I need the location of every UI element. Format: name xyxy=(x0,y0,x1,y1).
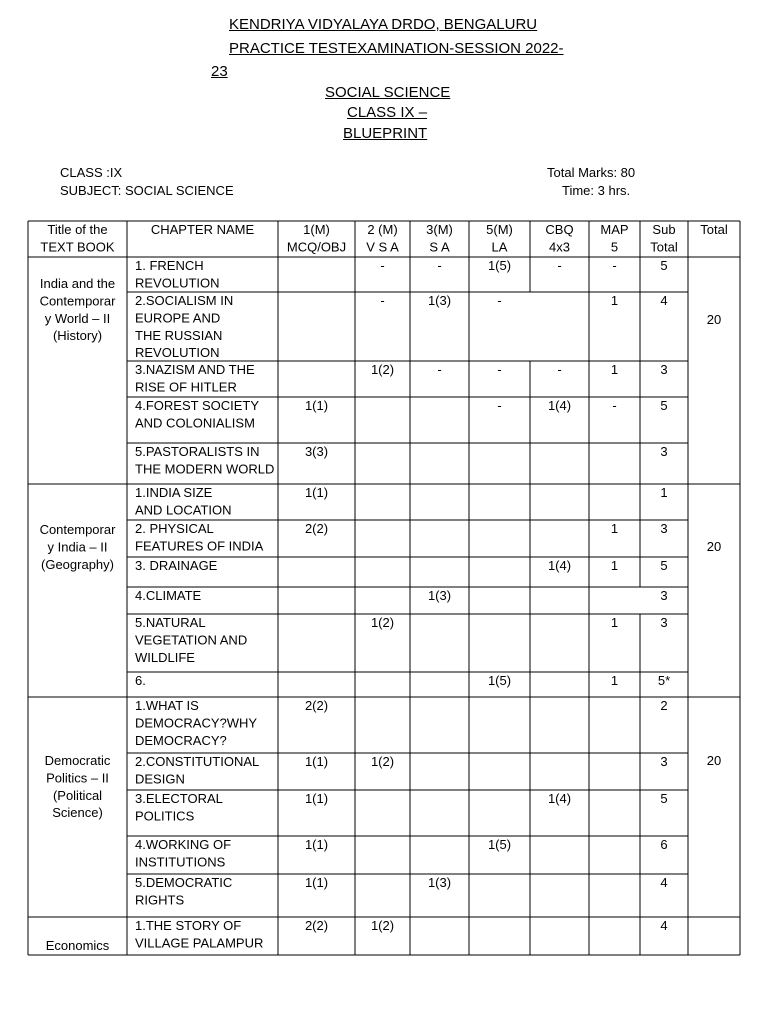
exam-title-line2: 23 xyxy=(211,63,228,80)
marks-cell: 3 xyxy=(660,444,668,459)
header-cell: MCQ/OBJ xyxy=(286,239,347,255)
chapter-name: 3.NAZISM AND THE xyxy=(135,362,255,377)
header-cell: Total xyxy=(650,239,678,255)
chapter-name: THE MODERN WORLD xyxy=(135,461,275,477)
marks-cell: 5 xyxy=(660,558,668,573)
marks-cell: 5* xyxy=(657,673,671,688)
marks-cell: 3 xyxy=(660,754,668,769)
chapter-name: 5.DEMOCRATIC xyxy=(135,875,233,890)
group-total: 20 xyxy=(706,753,722,768)
chapter-name: 1.WHAT IS xyxy=(135,698,199,713)
chapter-name: 2. PHYSICAL xyxy=(135,521,214,536)
header-cell: CHAPTER NAME xyxy=(150,222,255,237)
header-cell: V S A xyxy=(366,239,399,255)
marks-cell: 1(2) xyxy=(370,362,395,377)
marks-cell: - xyxy=(497,362,502,377)
chapter-name: 1. FRENCH xyxy=(135,258,204,273)
chapter-name: REVOLUTION xyxy=(135,275,220,291)
marks-cell: 1(1) xyxy=(304,398,329,413)
class-info: CLASS :IX xyxy=(60,165,123,180)
subject-info: SUBJECT: SOCIAL SCIENCE xyxy=(60,183,234,198)
chapter-name: 1.THE STORY OF xyxy=(135,918,242,933)
textbook-title: Contemporar xyxy=(39,293,116,309)
group-total: 20 xyxy=(706,539,722,554)
total-marks: Total Marks: 80 xyxy=(547,165,636,180)
textbook-title: y World – II xyxy=(44,310,111,326)
chapter-name: THE RUSSIAN xyxy=(135,327,223,343)
textbook-title: Contemporar xyxy=(39,522,116,537)
header-cell: MAP xyxy=(600,222,629,237)
marks-cell: 5 xyxy=(660,258,668,273)
textbook-title: Science) xyxy=(52,805,103,821)
marks-cell: 5 xyxy=(660,791,668,806)
exam-title-line1: PRACTICE TESTEXAMINATION-SESSION 2022- xyxy=(229,40,564,57)
marks-cell: 1(1) xyxy=(304,485,329,500)
header-cell: Title of the xyxy=(47,222,108,237)
textbook-title: y India – II xyxy=(47,539,108,555)
textbook-title: (History) xyxy=(52,328,103,344)
marks-cell: 1 xyxy=(610,615,619,630)
chapter-name: RIGHTS xyxy=(135,892,185,908)
marks-cell: - xyxy=(380,293,385,308)
chapter-name: 6. xyxy=(135,673,146,688)
chapter-name: 1.INDIA SIZE xyxy=(135,485,213,500)
marks-cell: 1(4) xyxy=(547,398,572,413)
chapter-name: AND LOCATION xyxy=(135,502,232,518)
marks-cell: 1(1) xyxy=(304,791,329,806)
header-cell: 5(M) xyxy=(486,222,513,237)
marks-cell: 2(2) xyxy=(304,698,329,713)
chapter-name: VEGETATION AND xyxy=(135,632,248,648)
marks-cell: 3(3) xyxy=(304,444,329,459)
marks-cell: 3 xyxy=(660,615,668,630)
marks-cell: 1(4) xyxy=(547,558,572,573)
chapter-name: 4.WORKING OF xyxy=(135,837,232,852)
chapter-name: DEMOCRACY? xyxy=(135,732,227,748)
marks-cell: - xyxy=(497,293,502,308)
header-cell: 5 xyxy=(610,239,619,255)
marks-cell: - xyxy=(557,258,562,273)
chapter-name: DESIGN xyxy=(135,771,185,787)
chapter-name: 4.FOREST SOCIETY xyxy=(135,398,260,413)
header-cell: 4x3 xyxy=(549,239,570,255)
chapter-name: 5.PASTORALISTS IN xyxy=(135,444,260,459)
textbook-title: (Political xyxy=(52,787,103,803)
chapter-name: 5.NATURAL xyxy=(135,615,206,630)
marks-cell: 1 xyxy=(610,293,619,308)
header-cell: TEXT BOOK xyxy=(40,239,115,255)
textbook-title: India and the xyxy=(39,276,116,291)
header-cell: 2 (M) xyxy=(367,222,398,237)
marks-cell: 1(3) xyxy=(427,875,452,890)
textbook-title: Politics – II xyxy=(46,770,109,786)
marks-cell: 4 xyxy=(660,875,668,890)
marks-cell: 6 xyxy=(660,837,668,852)
chapter-name: AND COLONIALISM xyxy=(135,415,255,431)
textbook-title: Democratic xyxy=(44,753,111,768)
chapter-name: POLITICS xyxy=(135,808,195,824)
marks-cell: 1 xyxy=(660,485,668,500)
marks-cell: 1 xyxy=(610,558,619,573)
marks-cell: 5 xyxy=(660,398,668,413)
chapter-name: EUROPE AND xyxy=(135,310,221,326)
marks-cell: 1(2) xyxy=(370,918,395,933)
header-cell: 1(M) xyxy=(303,222,330,237)
marks-cell: 2(2) xyxy=(304,918,329,933)
marks-cell: 1(4) xyxy=(547,791,572,806)
marks-cell: - xyxy=(437,258,442,273)
marks-cell: 3 xyxy=(660,521,668,536)
time-allowed: Time: 3 hrs. xyxy=(562,183,631,198)
marks-cell: 1 xyxy=(610,362,619,377)
marks-cell: 1(5) xyxy=(487,258,512,273)
marks-cell: 4 xyxy=(660,293,668,308)
marks-cell: - xyxy=(612,398,617,413)
marks-cell: - xyxy=(380,258,385,273)
marks-cell: 3 xyxy=(660,362,668,377)
group-total: 20 xyxy=(706,312,722,327)
header-cell: LA xyxy=(491,239,508,255)
school-name: KENDRIYA VIDYALAYA DRDO, BENGALURU xyxy=(229,16,538,33)
marks-cell: 1(2) xyxy=(370,754,395,769)
subject-title: SOCIAL SCIENCE xyxy=(325,84,451,101)
textbook-title: (Geography) xyxy=(41,556,114,572)
chapter-name: DEMOCRACY?WHY xyxy=(135,715,258,731)
marks-cell: 1 xyxy=(610,673,619,688)
chapter-name: INSTITUTIONS xyxy=(135,854,226,870)
chapter-name: 3.ELECTORAL xyxy=(135,791,223,806)
header-cell: Total xyxy=(700,222,728,237)
marks-cell: 1(1) xyxy=(304,837,329,852)
marks-cell: 1(3) xyxy=(427,588,452,603)
chapter-name: RISE OF HITLER xyxy=(135,379,237,395)
marks-cell: - xyxy=(557,362,562,377)
marks-cell: 1(1) xyxy=(304,875,329,890)
header-cell: 3(M) xyxy=(426,222,453,237)
marks-cell: 1(5) xyxy=(487,837,512,852)
marks-cell: 1(2) xyxy=(370,615,395,630)
chapter-name: 2.SOCIALISM IN xyxy=(135,293,234,308)
header-cell: S A xyxy=(429,239,450,255)
chapter-name: 2.CONSTITUTIONAL xyxy=(135,754,260,769)
marks-cell: 3 xyxy=(660,588,668,603)
chapter-name: 3. DRAINAGE xyxy=(135,558,218,573)
marks-cell: 1(5) xyxy=(487,673,512,688)
marks-cell: 2(2) xyxy=(304,521,329,536)
marks-cell: - xyxy=(437,362,442,377)
chapter-name: VILLAGE PALAMPUR xyxy=(135,935,264,951)
document-title: BLUEPRINT xyxy=(343,125,428,142)
chapter-name: REVOLUTION xyxy=(135,345,220,361)
marks-cell: 1(1) xyxy=(304,754,329,769)
class-title: CLASS IX – xyxy=(347,104,428,121)
marks-cell: 2 xyxy=(660,698,668,713)
chapter-name: FEATURES OF INDIA xyxy=(135,538,264,554)
chapter-name: WILDLIFE xyxy=(135,649,195,665)
marks-cell: - xyxy=(612,258,617,273)
header-cell: CBQ xyxy=(545,222,574,237)
textbook-title: Economics xyxy=(45,938,110,953)
marks-cell: 1(3) xyxy=(427,293,452,308)
marks-cell: 1 xyxy=(610,521,619,536)
header-cell: Sub xyxy=(652,222,676,237)
marks-cell: 4 xyxy=(660,918,668,933)
chapter-name: 4.CLIMATE xyxy=(135,588,202,603)
marks-cell: - xyxy=(497,398,502,413)
